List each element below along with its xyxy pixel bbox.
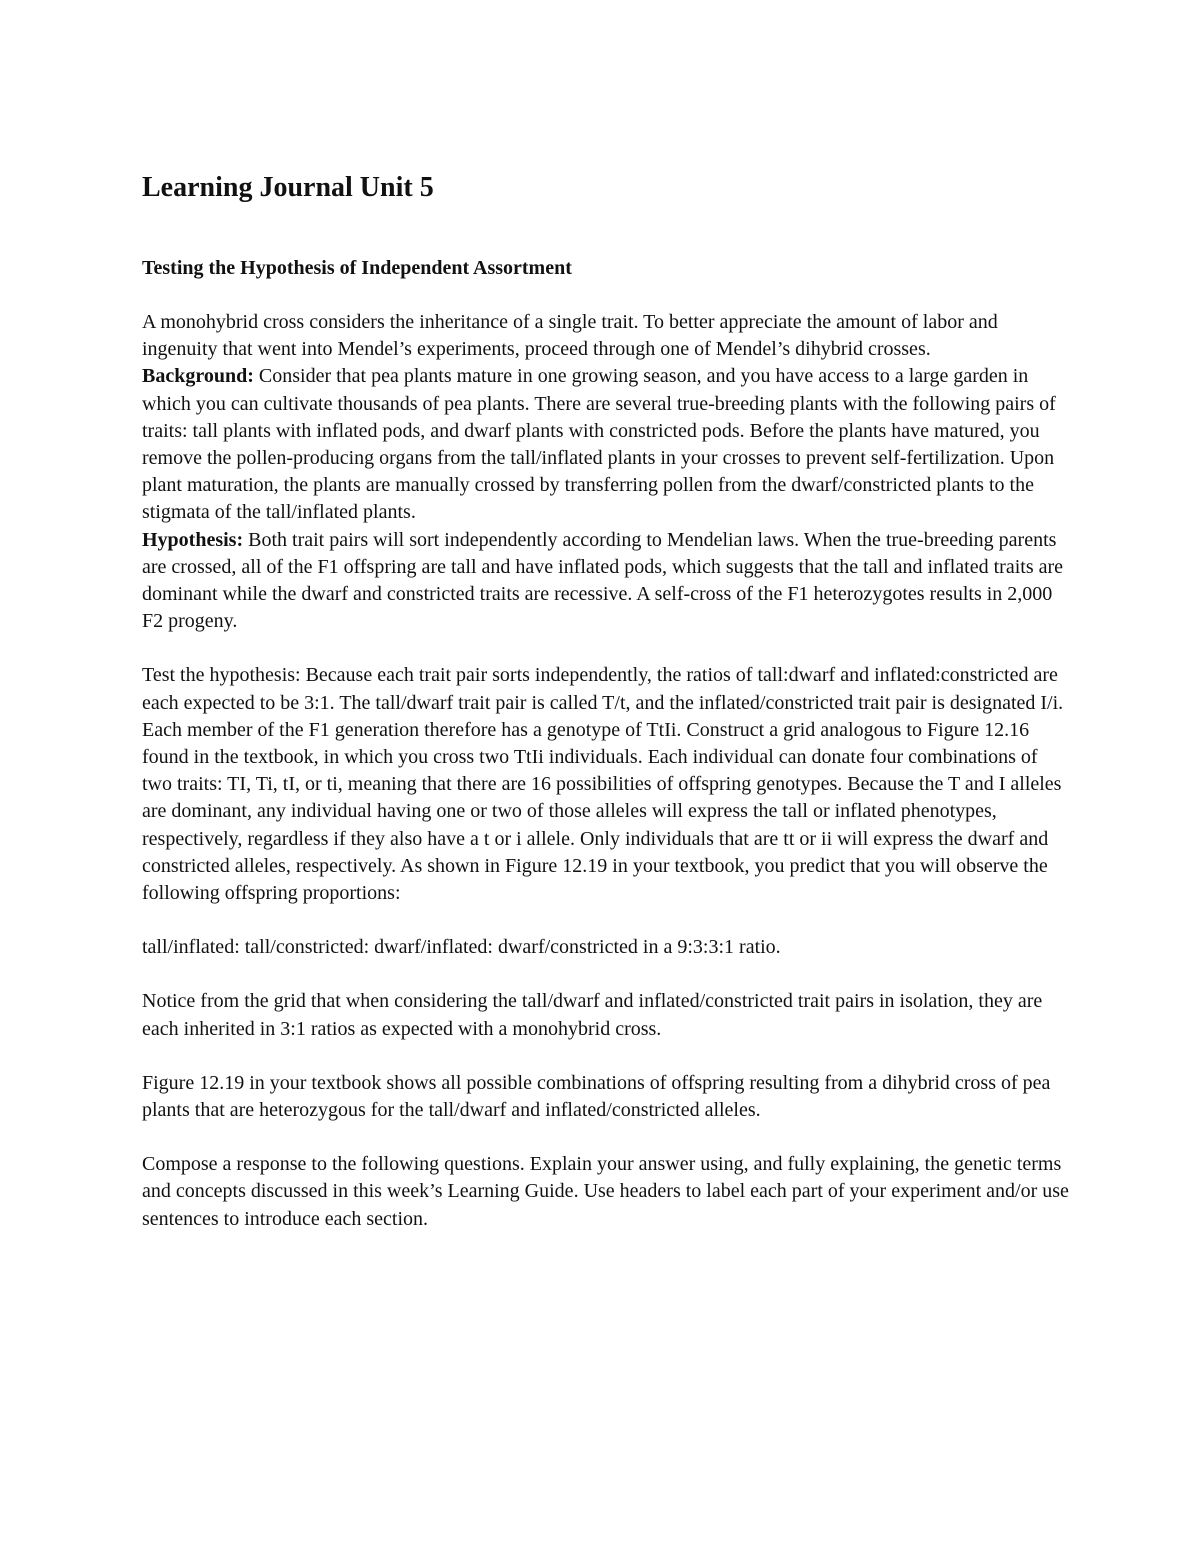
test-paragraph: Test the hypothesis: Because each trait pair sorts independently, the ratios of tall:dwarf and inflated:constricted are each expected to be 3:1. The tall/dwarf trait pair is called T/t, and the inflated/constricted trait pair is designated I/i. Each member of the F1 generation therefore has a genotype of TtIi. Construct a grid analogous to Figure 12.16 found in the textbook, in which you cross two TtIi individuals. Each individual can donate four combinations of two traits: TI, Ti, tI, or ti, meaning that there are 16 possibilities of offspring genotypes. Because the T and I alleles are dominant, any individual having one or two of those alleles will express the tall or inflated phenotypes, respectively, regardless if they also have a t or i allele. Only individuals that are tt or ii will express the dwarf and constricted alleles, respectively. As shown in Figure 12.19 in your textbook, you predict that you will observe the following offspring proportions:: [142, 664, 1064, 905]
background-paragraph: [142, 363, 1072, 526]
hypothesis-paragraph: [142, 527, 1072, 636]
figure-paragraph: Figure 12.19 in your textbook shows all possible combinations of offspring resulting from a dihybrid cross of pea plants that are heterozygous for the tall/dwarf and inflated/constricted alleles.: [142, 1071, 1051, 1122]
notice-paragraph: Notice from the grid that when considering the tall/dwarf and inflated/constricted trait pairs in isolation, they are each inherited in 3:1 ratios as expected with a monohybrid cross.: [142, 990, 1043, 1040]
document-title: Learning Journal Unit 5: [142, 172, 434, 203]
section-heading: Testing the Hypothesis of Independent Assortment: [142, 257, 572, 279]
background-text: Consider that pea plants mature in one growing season, and you have access to a large garden in which you can cultivate thousands of pea plants. There are several true-breeding plants with the following pairs of traits: tall plants with inflated pods, and dwarf plants with constricted pods. Before the plants have matured, you remove the pollen-producing organs from the tall/inflated plants in your crosses to prevent self-fertilization. Upon plant maturation, the plants are manually crossed by transferring pollen from the dwarf/constricted plants to the stigmata of the tall/inflated plants.: [142, 365, 1056, 524]
hypothesis-label: Hypothesis:: [142, 528, 244, 551]
compose-paragraph: Compose a response to the following questions. Explain your answer using, and fully explaining, the genetic terms and concepts discussed in this week’s Learning Guide. Use headers to label each part of your experiment and/or use sentences to introduce each section.: [142, 1153, 1069, 1230]
hypothesis-text: Both trait pairs will sort independently according to Mendelian laws. When the true-breeding parents are crossed, all of the F1 offspring are tall and have inflated pods, which suggests that the tall and inflated traits are dominant while the dwarf and constricted traits are recessive. A self-cross of the F1 heterozygotes results in 2,000 F2 progeny.: [142, 528, 1064, 633]
intro-paragraph: A monohybrid cross considers the inheritance of a single trait. To better appreciate the amount of labor and ingenuity that went into Mendel’s experiments, proceed through one of Mendel’s dihybrid crosses.: [142, 311, 998, 361]
document-page: [142, 168, 1072, 1233]
ratio-paragraph: tall/inflated: tall/constricted: dwarf/inflated: dwarf/constricted in a 9:3:3:1 ratio.: [142, 936, 781, 959]
background-label: Background:: [142, 365, 254, 388]
